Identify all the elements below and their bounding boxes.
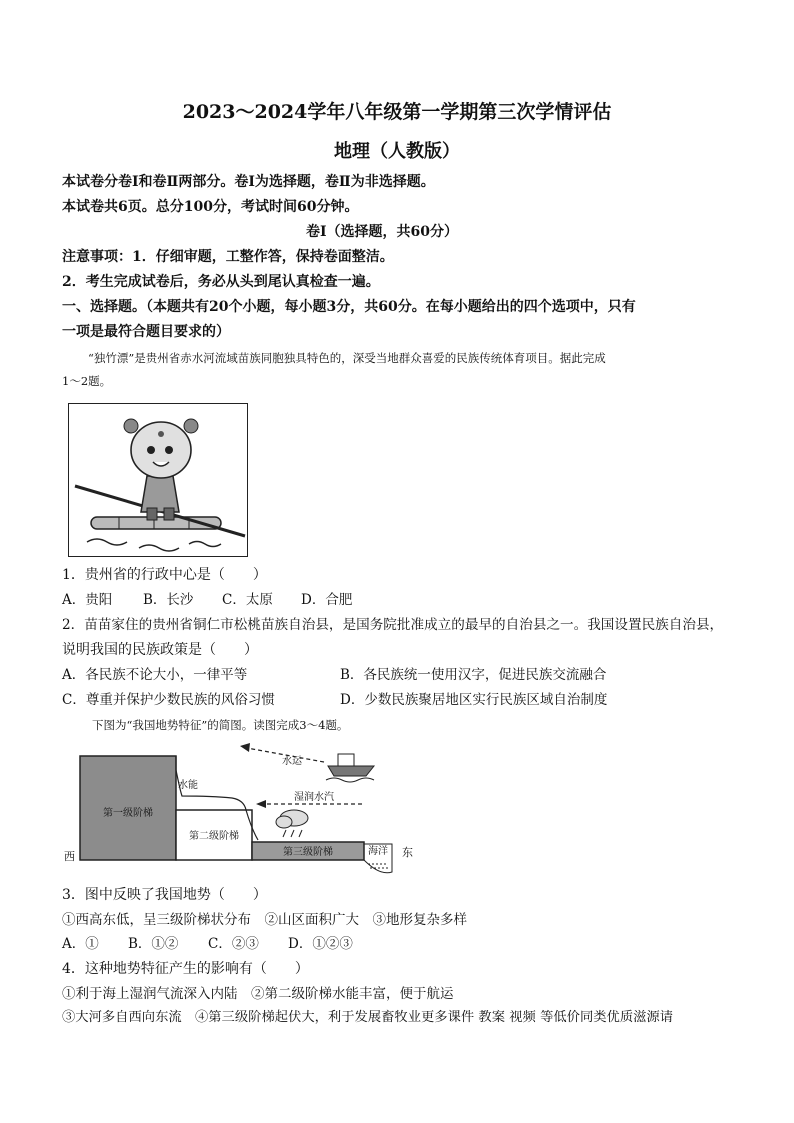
shipping-label: 水运: [282, 756, 302, 767]
section-heading: 卷Ⅰ（选择题，共60分）: [306, 224, 459, 240]
part-one-heading-b: 一项是最符合题目要求的）: [62, 324, 230, 340]
question-1-option-c[interactable]: C．太原: [222, 592, 273, 608]
question-3-option-b[interactable]: B．①②: [128, 936, 179, 952]
intro-passage-line-2: 1～2题。: [62, 374, 112, 388]
ship-icon: [326, 754, 374, 782]
question-4-statement-1: ①利于海上湿润气流深入内陆 ②第二级阶梯水能丰富，便于航运: [62, 986, 454, 1002]
step-two-label: 第二级阶梯: [189, 831, 239, 842]
hydro-label: 水能: [178, 780, 198, 791]
question-3-option-d[interactable]: D．①②③: [288, 936, 353, 952]
diagram-intro: 下图为“我国地势特征”的简图。读图完成3～4题。: [92, 718, 349, 732]
question-1-option-d[interactable]: D．合肥: [301, 592, 353, 608]
instruction-line-1: 本试卷分卷Ⅰ和卷Ⅱ两部分。卷Ⅰ为选择题，卷Ⅱ为非选择题。: [62, 174, 435, 190]
moisture-label: 湿润水汽: [294, 792, 334, 803]
exam-subtitle: 地理（人教版）: [334, 141, 460, 162]
question-2-stem-line-1: 2．苗苗家住的贵州省铜仁市松桃苗族自治县，是国务院批准成立的最早的自治县之一。我国设置民族自治县，: [62, 617, 724, 633]
notice-line-2: 2．考生完成试卷后，务必从头到尾认真检查一遍。: [62, 274, 380, 290]
terrain-staircase-diagram: [62, 740, 442, 880]
question-2-option-a[interactable]: A．各民族不论大小，一律平等: [62, 667, 248, 683]
instruction-line-2: 本试卷共6页。总分100分，考试时间60分钟。: [62, 199, 359, 215]
step-three-label: 第三级阶梯: [283, 847, 333, 858]
question-3-option-c[interactable]: C．②③: [208, 936, 259, 952]
step-one-label: 第一级阶梯: [103, 808, 153, 819]
question-3-stem: 3．图中反映了我国地势（ ）: [62, 887, 267, 903]
question-1-option-b[interactable]: B．长沙: [143, 592, 194, 608]
ocean-label: 海洋: [368, 846, 388, 857]
notice-line-1: 注意事项：1．仔细审题，工整作答，保持卷面整洁。: [62, 249, 394, 265]
bamboo-rafting-illustration: [68, 403, 248, 557]
exam-title: 2023～2024学年八年级第一学期第三次学情评估: [182, 101, 612, 123]
west-label: 西: [64, 850, 75, 863]
question-4-statement-2: ③大河多自西向东流 ④第三级阶梯起伏大，利于发展畜牧业更多课件 教案 视频 等低价同类优质滋源请: [62, 1010, 674, 1025]
question-1-stem: 1．贵州省的行政中心是（ ）: [62, 567, 267, 583]
question-2-stem-line-2: 说明我国的民族政策是（ ）: [62, 642, 258, 658]
question-2-option-b[interactable]: B．各民族统一使用汉字，促进民族交流融合: [340, 667, 607, 683]
question-2-option-d[interactable]: D．少数民族聚居地区实行民族区域自治制度: [340, 692, 608, 708]
question-3-statements: ①西高东低，呈三级阶梯状分布 ②山区面积广大 ③地形复杂多样: [62, 912, 467, 928]
east-label: 东: [402, 846, 413, 859]
question-2-option-c[interactable]: C．尊重并保护少数民族的风俗习惯: [62, 692, 275, 708]
rain-cloud-icon: [276, 810, 308, 837]
intro-passage-line-1: “独竹漂”是贵州省赤水河流域苗族同胞独具特色的，深受当地群众喜爱的民族传统体育项目。据此完成: [88, 351, 606, 365]
question-3-option-a[interactable]: A．①: [62, 936, 99, 952]
part-one-heading-a: 一、选择题。（本题共有20个小题，每小题3分，共60分。在每小题给出的四个选项中，只有: [62, 299, 636, 315]
question-4-stem: 4．这种地势特征产生的影响有（ ）: [62, 961, 309, 977]
question-1-option-a[interactable]: A．贵阳: [62, 592, 113, 608]
